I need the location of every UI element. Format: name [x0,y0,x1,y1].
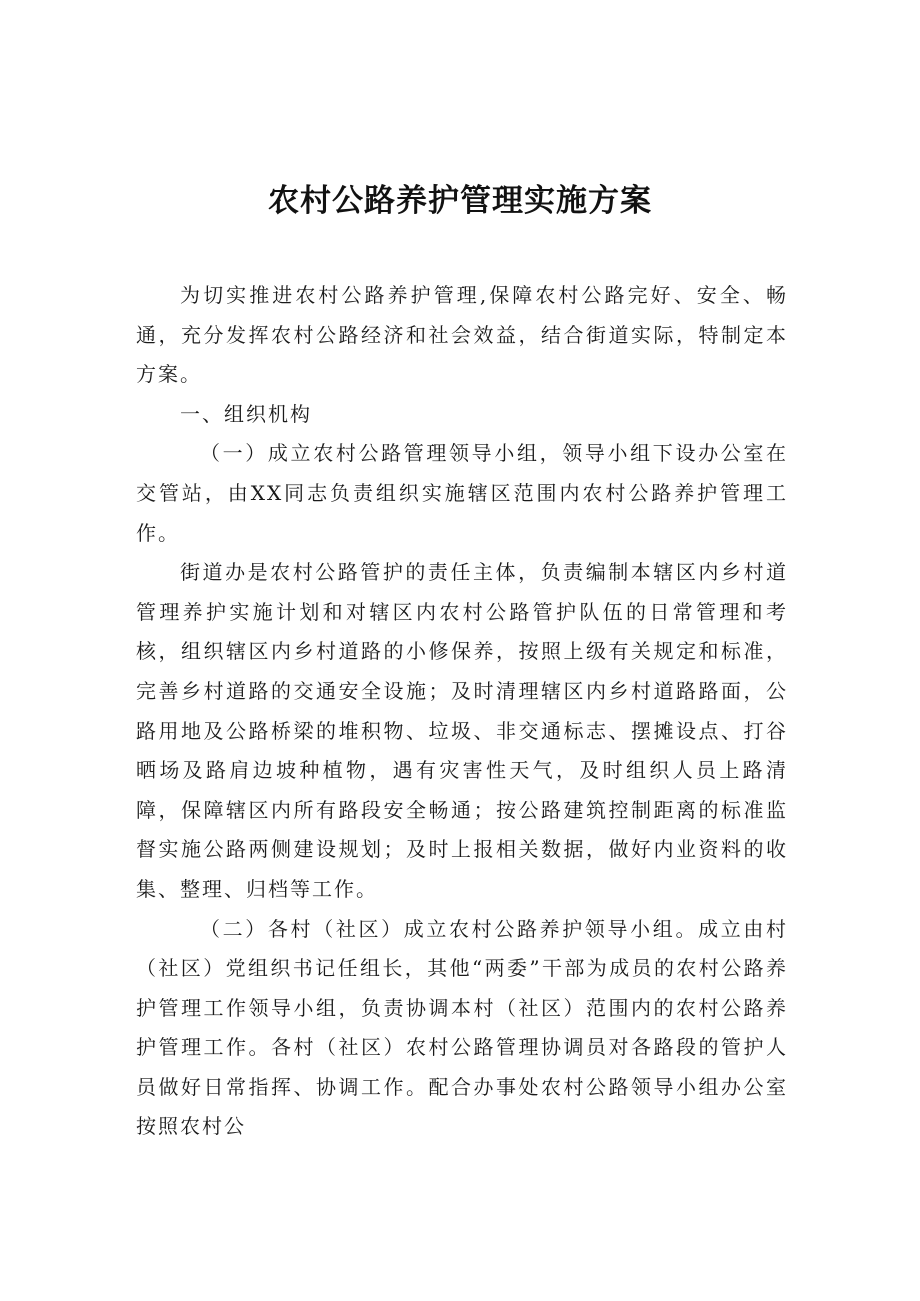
paragraph-leading-group: （一）成立农村公路管理领导小组，领导小组下设办公室在交管站，由XX同志负责组织实施辖区范围内农村公路养护管理工作。 [136,441,788,545]
paragraph-street-office-duties: 街道办是农村公路管护的责任主体，负责编制本辖区内乡村道管理养护实施计划和对辖区内农村公路管护队伍的日常管理和考核，组织辖区内乡村道路的小修保养，按照上级有关规定和标准，完善乡村道路的交通安全设施；及时清理辖区内乡村道路路面，公路用地及公路桥梁的堆积物、垃圾、非交通标志、摆摊设点、打谷晒场及路肩边坡种植物，遇有灾害性天气，及时组织人员上路清障，保障辖区内所有路段安全畅通；按公路建筑控制距离的标准监督实施公路两侧建设规划；及时上报相关数据，做好内业资料的收集、整理、归档等工作。 [136,560,788,901]
paragraph-intro: 为切实推进农村公路养护管理,保障农村公路完好、安全、畅通，充分发挥农村公路经济和社会效益，结合街道实际，特制定本方案。 [136,283,788,387]
document-body [136,276,788,1147]
paragraph-village-groups: （二）各村（社区）成立农村公路养护领导小组。成立由村（社区）党组织书记任组长，其他“两委”干部为成员的农村公路养护管理工作领导小组，负责协调本村（社区）范围内的农村公路养护管理工作。各村（社区）农村公路管理协调员对各路段的管护人员做好日常指挥、协调工作。配合办事处农村公路领导小组办公室按照农村公 [136,916,788,1139]
section-heading-organization: 一、组织机构 [180,401,312,426]
document-title: 农村公路养护管理实施方案 [268,183,652,219]
